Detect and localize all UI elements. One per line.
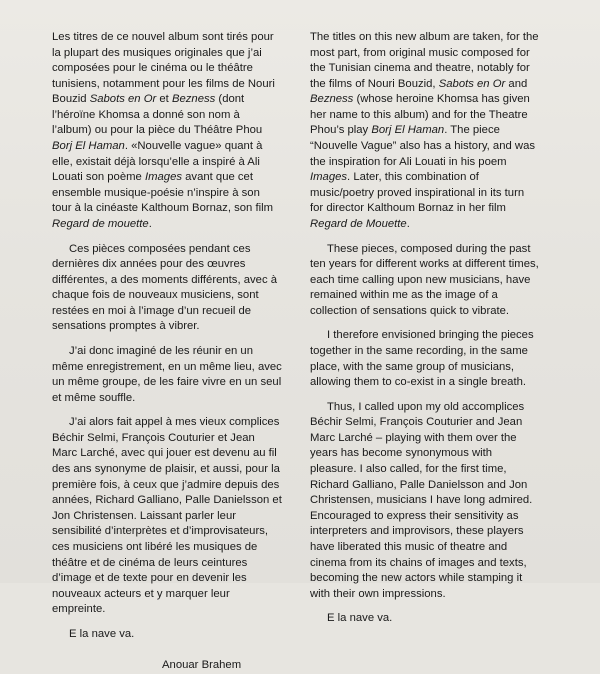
text-run: et: [156, 93, 172, 106]
paragraph: [310, 30, 540, 233]
paragraph: [310, 400, 540, 603]
english-paragraphs: [310, 30, 540, 627]
text-run: .: [148, 217, 152, 230]
text-run: J’ai alors fait appel à mes vieux complices Béchir Selmi, François Couturier et Jean Marc Larché, avec qui jouer est devenu au fil des ans synonyme de plaisir, et aussi, pour la première fois, à ceux que j’admire depuis des années, Richard Galliano, Palle Danielsson et Jon Christensen. Laissant parler leur sensibilité d’interprètes et d’improvisateurs, ces musiciens ont libéré les musiques de théâtre et de cinéma de leurs ceintures d’image et de texte pour en devenir les nouveaux acteurs et y marquer leur empreinte.: [52, 416, 282, 616]
text-run: . «Nouvelle vague» quant à elle, existait déjà lorsqu’elle a inspiré à Ali Louati son poème: [52, 140, 263, 184]
italic-title: Images: [144, 171, 182, 184]
italic-title: Borj El Haman: [371, 124, 445, 137]
italic-title: Images: [310, 171, 348, 184]
text-run: avant que cet ensemble musique-poésie n’inspire à son tour à la cinéaste Kalthoum Bornaz, son film: [52, 171, 274, 215]
italic-title: Bezness: [171, 93, 216, 106]
text-run: and: [505, 77, 528, 90]
text-run: . Later, this combination of music/poetry proved inspirational in its turn for director Kalthoum Bornaz in her film: [310, 171, 525, 215]
paragraph: [52, 415, 282, 618]
text-run: Thus, I called upon my old accomplices Béchir Selmi, François Couturier and Jean Marc Larché – playing with them over the years has become synonymous with pleasure. I also called, for the first time, Richard Galliano, Palle Danielsson and Jon Christensen, musicians I have long admired. Encouraged to express their sensitivity as interpreters and improvisors, these players have liberated this music of theatre and cinema from its chains of images and texts, becoming the new actors while stamping it with their own impressions.: [310, 400, 533, 600]
paragraph: [310, 611, 540, 627]
text-run: . The piece “Nouvelle Vague” also has a history, and was the inspiration for Ali Louati in his poem: [310, 124, 536, 168]
french-text-column: [52, 30, 282, 674]
italic-title: Regard de Mouette: [310, 217, 407, 230]
two-column-layout: [52, 30, 570, 674]
paragraph: [52, 242, 282, 335]
text-run: The titles on this new album are taken, for the most part, from original music composed for the Tunisian cinema and theatre, notably for the films of Nouri Bouzid,: [310, 31, 539, 90]
italic-title: Bezness: [310, 93, 354, 106]
english-text-column: [310, 30, 540, 627]
paragraph: [52, 30, 282, 233]
french-paragraphs: [52, 30, 282, 642]
text-run: I therefore envisioned bringing the pieces together in the same recording, in the same place, with the same group of musicians, allowing them to co-exist in a single breath.: [310, 329, 534, 389]
paragraph: [52, 344, 282, 406]
paragraph: [310, 328, 540, 390]
text-run: (dont l’héroïne Khomsa a donné son nom à l’album) ou pour la pièce du Théâtre Phou: [52, 93, 263, 137]
text-run: J’ai donc imaginé de les réunir en un même enregistrement, en un même lieu, avec un même groupe, de les faire vivre en un seul et même souffle.: [52, 344, 282, 404]
text-run: Ces pièces composées pendant ces dernières dix années pour des œuvres différentes, a des moments différents, avec à chaque fois de nouveaux musiciens, sont restées en moi à l’image d’un recueil de sensations promptes à vibrer.: [52, 242, 278, 333]
text-run: E la nave va.: [69, 627, 135, 640]
text-run: E la nave va.: [327, 612, 393, 625]
paragraph: [310, 242, 540, 320]
text-run: Les titres de ce nouvel album sont tirés pour la plupart des musiques originales que j’ai composées pour le cinéma ou le théâtre tunisiens, notamment pour les films de Nouri Bouzid: [52, 31, 275, 106]
italic-title: Sabots en Or: [89, 93, 157, 106]
italic-title: Sabots en Or: [438, 77, 506, 90]
paragraph: [52, 627, 282, 643]
text-run: (whose heroine Khomsa has given her name to this album) and for the Theatre Phou’s play: [310, 93, 530, 137]
italic-title: Borj El Haman: [52, 140, 125, 153]
text-run: .: [406, 217, 410, 230]
signature: Anouar Brahem: [162, 659, 242, 672]
text-run: These pieces, composed during the past ten years for different works at different times, each time calling upon new musicians, have remained within me as the image of a collection of sensations quick to vibrate.: [310, 242, 539, 317]
italic-title: Regard de mouette: [52, 217, 149, 230]
